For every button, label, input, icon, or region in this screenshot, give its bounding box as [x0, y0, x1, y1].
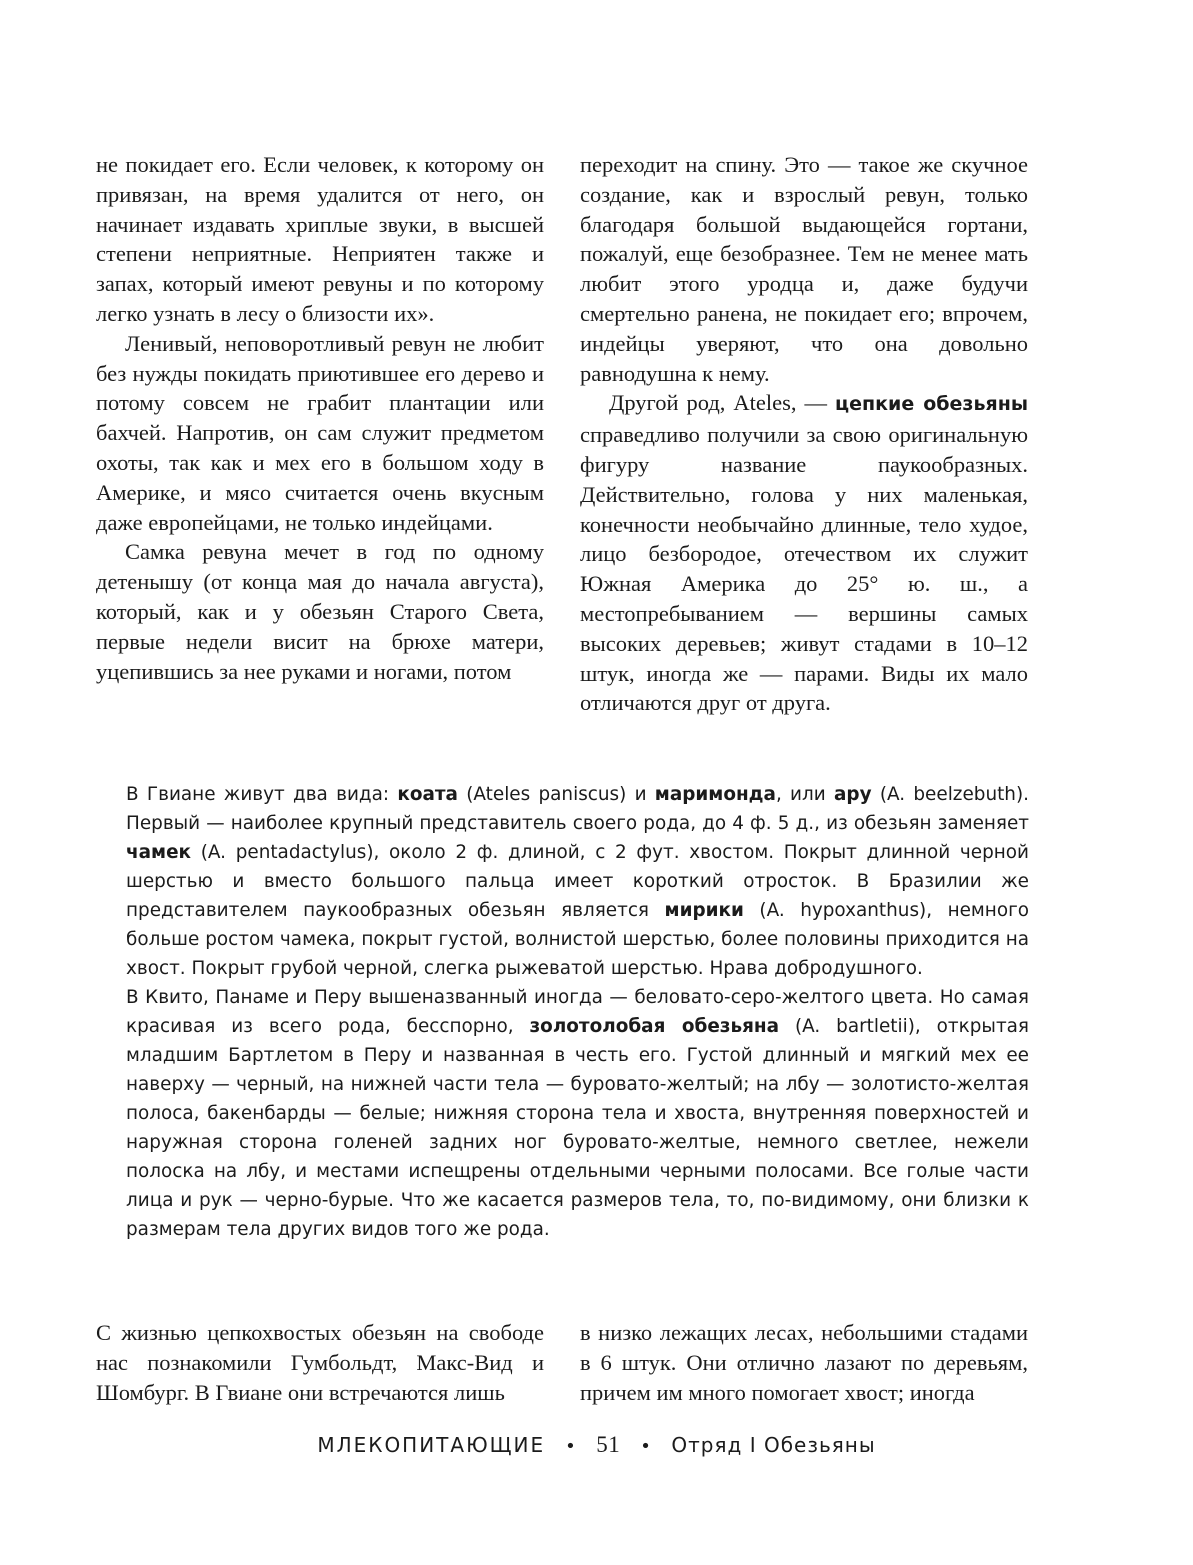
paragraph [580, 388, 1028, 718]
paragraph: в низко лежащих лесах, небольшими стадами в 6 штук. Они отлично лазают по деревьям, причем им много помогает хвост; иногда [580, 1320, 1028, 1405]
bold-term: цепкие обезьяны [835, 393, 1028, 416]
inset-paragraph [126, 780, 1029, 983]
bullet-separator: • [565, 1436, 577, 1457]
text-run: (A. beelzebuth). Первый — наиболее крупный представитель своего рода, до 4 ф. 5 д., из обезьян заменяет [126, 784, 1029, 834]
inset-box [126, 780, 1029, 1244]
bullet-separator: • [640, 1436, 652, 1457]
text-run: справедливо получили за свою оригинальную фигуру название паукообразных. Действительно, голова у них маленькая, конечности необычайно длинные, тело худое, лицо безбородое, отечеством их служит Южная Америка до 25° ю. ш., а местопребыванием — вершины самых высоких деревьев; живут стадами в 10–12 штук, иногда же — парами. Виды их мало отличаются друг от друга. [580, 422, 1028, 716]
bold-term: ару [834, 784, 872, 805]
bottom-right-column [580, 1318, 1028, 1407]
text-run: (A. bartletii), открытая младшим Бартлетом в Перу и названная в честь его. Густой длинный и мягкий мех ее наверху — черный, на нижней части тела — буровато-желтый; на лбу — золотисто-желтая полоса, бакенбарды — белые; нижняя сторона тела и хвоста, внутренняя поверхностей и наружная сторона голеней задних ног буровато-желтые, немного светлее, нежели полоска на лбу, и местами испещрены отдельными черными полосами. Все голые части лица и рук — черно-бурые. Что же касается размеров тела, то, по-видимому, они близки к размерам тела других видов того же рода. [126, 1016, 1029, 1240]
bold-term: золотолобая обезьяна [529, 1016, 780, 1037]
paragraph: не покидает его. Если человек, к которому он привязан, на время удалится от него, он начинает издавать хриплые звуки, в высшей степени неприятные. Неприятен также и запах, который имеют ревуны и по которому легко узнать в лесу о близости их». [96, 152, 544, 326]
text-run: , или [775, 784, 834, 805]
text-run: (A. hypoxanthus), немного больше ростом чамека, покрыт густой, волнистой шерстью, более половины приходится на хвост. Покрыт грубой черной, слегка рыжеватой шерстью. Нрава добродушного. [126, 900, 1029, 979]
paragraph: С жизнью цепкохвостых обезьян на свободе нас познакомили Гумбольдт, Макс-Вид и Шомбург. В Гвиане они встречаются лишь [96, 1320, 544, 1405]
top-left-column [96, 150, 544, 686]
page-footer [0, 1432, 1193, 1458]
text-run: (Ateles paniscus) и [457, 784, 655, 805]
text-run: В Квито, Панаме и Перу вышеназванный иногда — беловато-серо-желтого цвета. Но самая красивая из всего рода, бесспорно, [126, 987, 1029, 1037]
section-title: МЛЕКОПИТАЮЩИЕ [317, 1433, 546, 1457]
text-run: (A. pentadactylus), около 2 ф. длиной, с 2 фут. хвостом. Покрыт длинной черной шерстью и вместо большого пальца имеет короткий отросток. В Бразилии же представителем паукообразных обезьян является [126, 842, 1029, 921]
paragraph: Ленивый, неповоротливый ревун не любит без нужды покидать приютившее его дерево и потому совсем не грабит плантации или бахчей. Напротив, он сам служит предметом охоты, так как и мех его в большом ходу в Америке, и мясо считается очень вкусным даже европейцами, не только индейцами. [96, 330, 544, 535]
text-run: В Гвиане живут два вида: [126, 784, 398, 805]
paragraph: переходит на спину. Это — такое же скучное создание, как и взрослый ревун, только благодаря большой выдающейся гортани, пожалуй, еще безобразнее. Тем не менее мать любит этого уродца и, даже будучи смертельно ранена, не покидает его; впрочем, индейцы уверяют, что она довольно равнодушна к нему. [580, 152, 1028, 386]
bottom-left-column [96, 1318, 544, 1407]
top-right-column [580, 150, 1028, 718]
paragraph: Самка ревуна мечет в год по одному детенышу (от конца мая до начала августа), который, как и у обезьян Старого Света, первые недели висит на брюхе матери, уцепившись за нее руками и ногами, потом [96, 539, 544, 684]
chapter-title: Отряд I Обезьяны [671, 1433, 876, 1457]
bold-term: маримонда [654, 784, 776, 805]
bold-term: коата [397, 784, 458, 805]
text-run: Другой род, Ateles, — [609, 390, 836, 416]
inset-paragraph [126, 983, 1029, 1244]
bold-term: чамек [126, 842, 192, 863]
page-number: 51 [596, 1432, 621, 1457]
bold-term: мирики [664, 900, 744, 921]
